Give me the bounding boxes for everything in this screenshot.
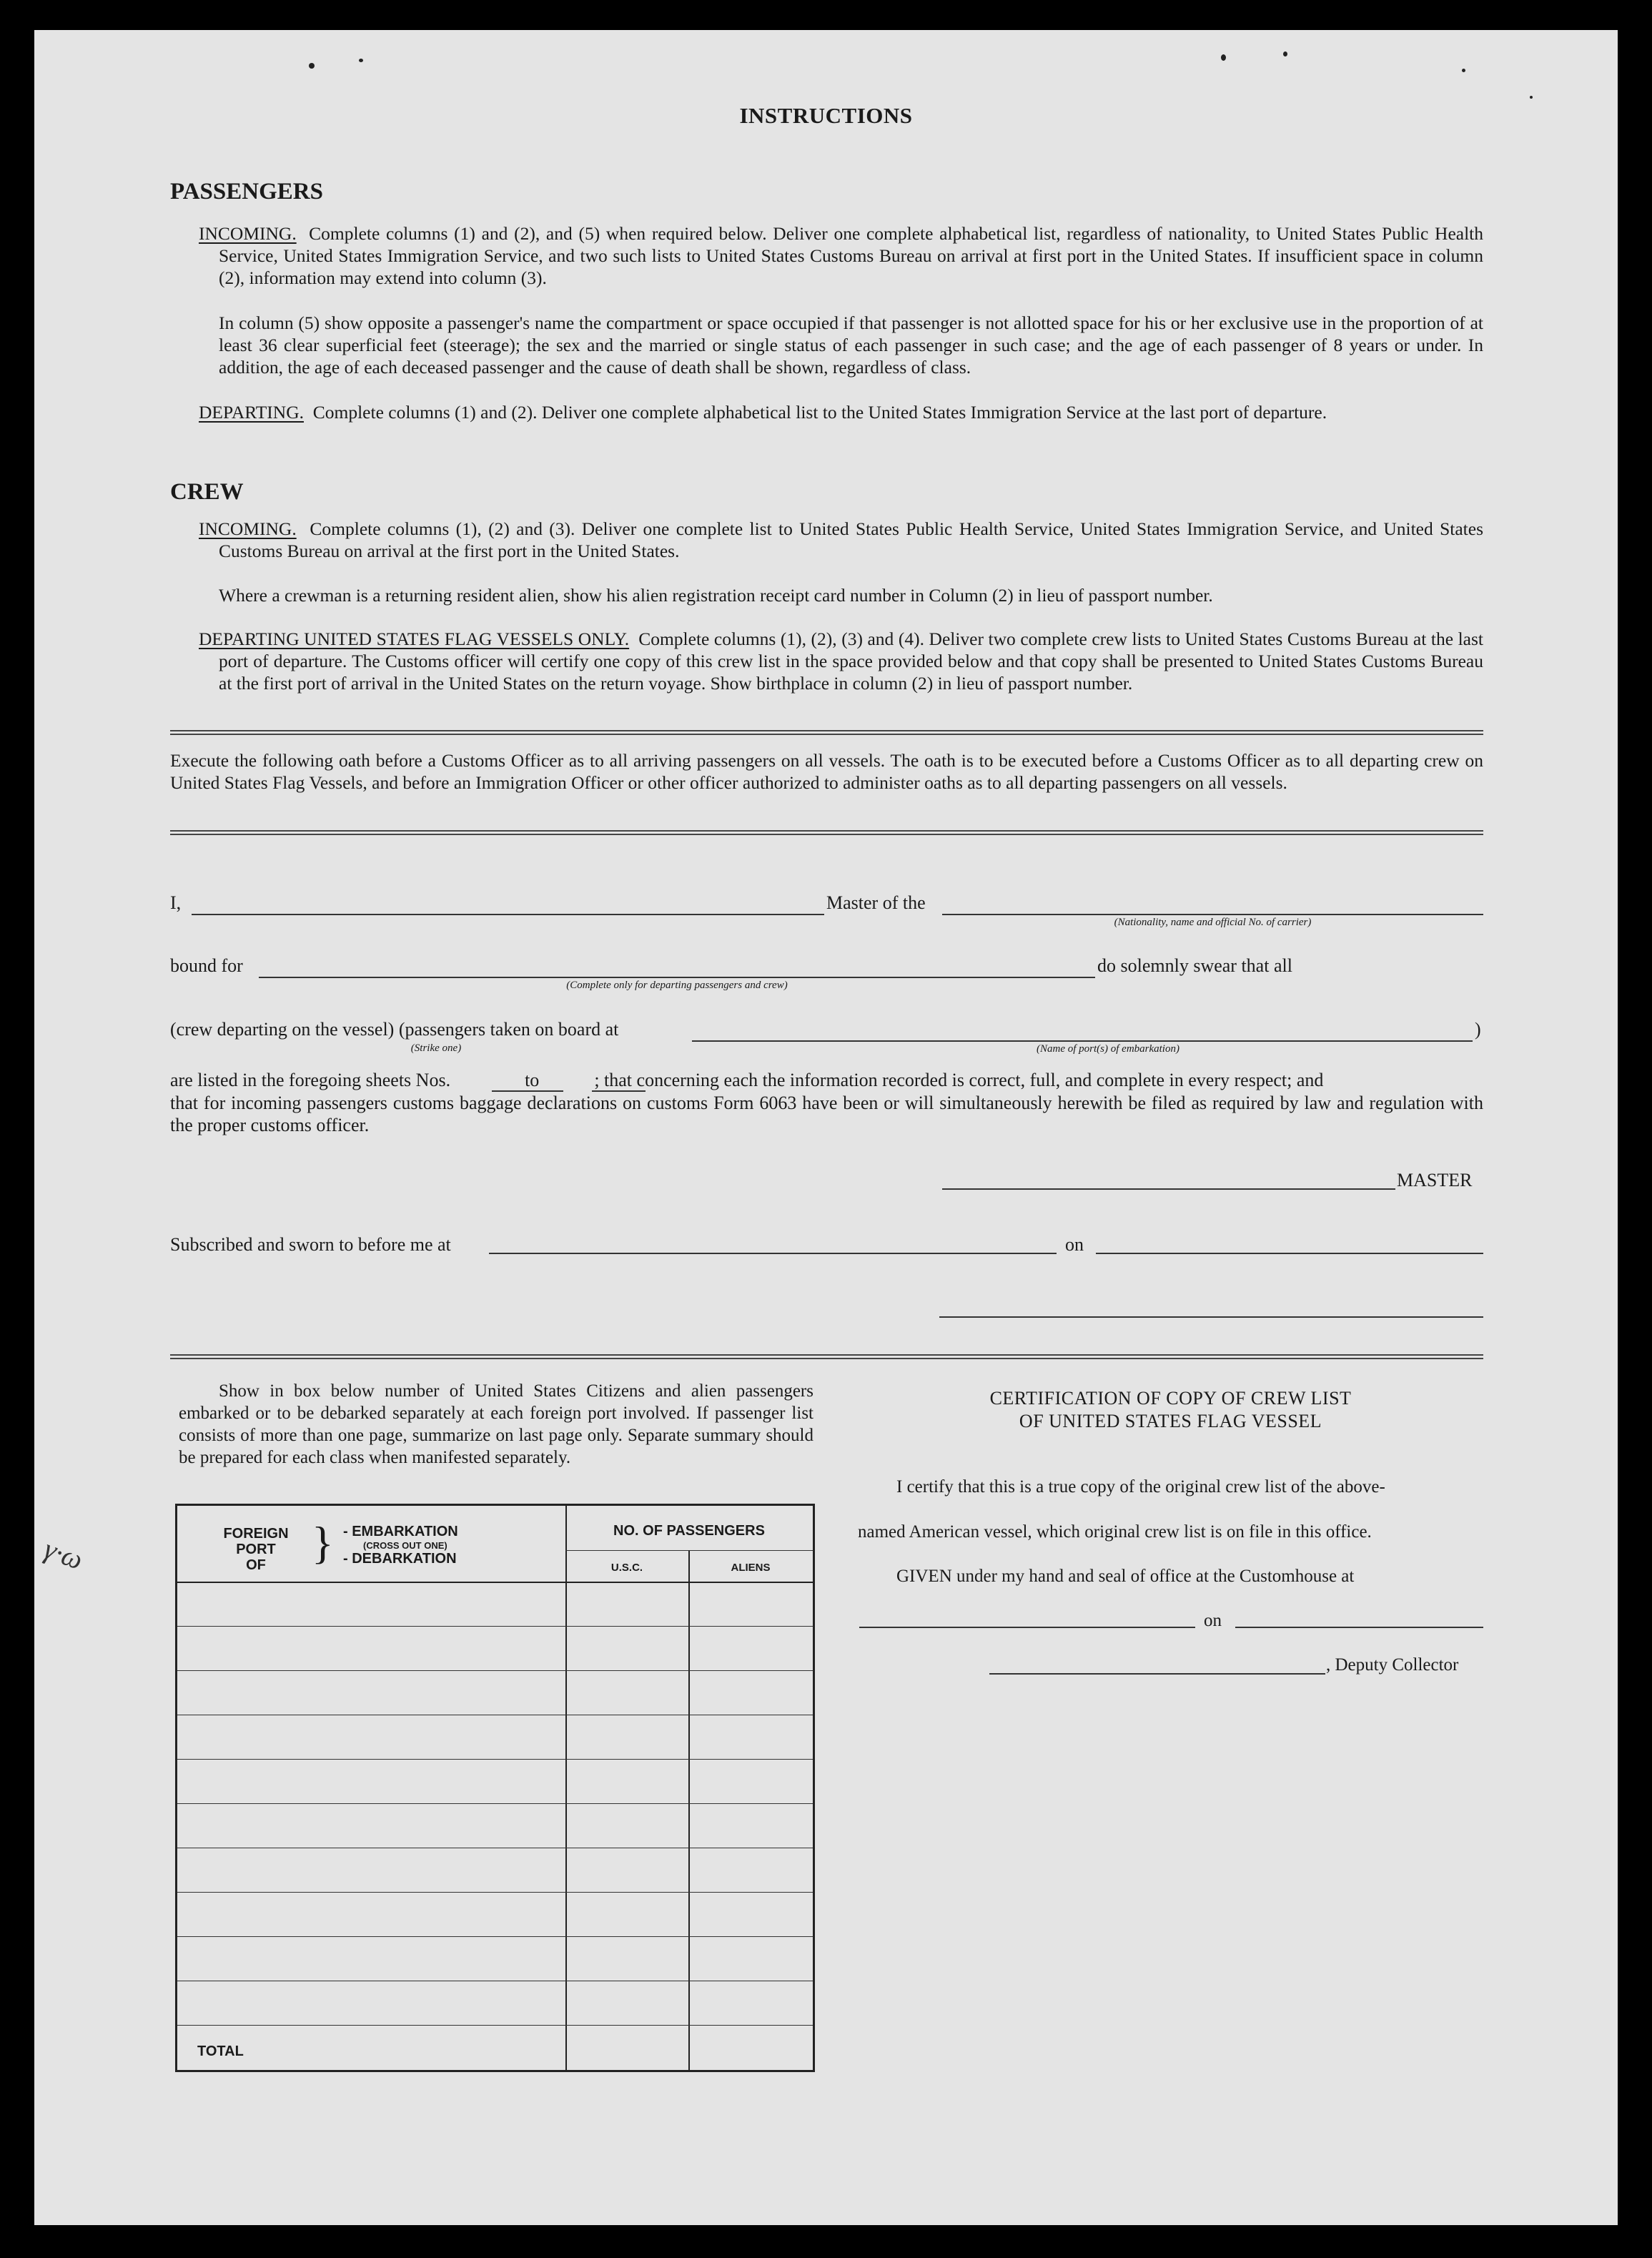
certify-date-field[interactable] <box>1235 1627 1483 1628</box>
sworn-date-field[interactable] <box>1096 1253 1483 1254</box>
listed-text-c: that for incoming passengers customs baggage declarations on customs Form 6063 have been or will simultaneously herewith be filed as required by law and regulation with the proper customs officer. <box>170 1093 1483 1135</box>
embark-debark-header: - EMBARKATION (CROSS OUT ONE) - DEBARKATION <box>343 1524 458 1567</box>
listed-text-b: ; that concerning each the information recorded is correct, full, and complete in every respect; and <box>594 1070 1324 1090</box>
table-row <box>177 1670 813 1671</box>
passengers-heading: PASSENGERS <box>170 179 323 204</box>
master-signature-field[interactable] <box>942 1188 1395 1190</box>
passengers-incoming-paragraph <box>199 222 1483 289</box>
sworn-place-field[interactable] <box>489 1253 1057 1254</box>
table-row <box>177 1759 813 1760</box>
strike-caption: (Strike one) <box>410 1042 462 1054</box>
oath-i-label: I, <box>170 892 182 913</box>
subscribed-label: Subscribed and sworn to before me at <box>170 1234 451 1255</box>
total-label: TOTAL <box>197 2043 244 2059</box>
scan-speck <box>1221 54 1226 61</box>
table-row <box>177 1803 813 1804</box>
scan-speck <box>1530 96 1533 99</box>
customhouse-field[interactable] <box>859 1627 1195 1628</box>
bound-for-label: bound for <box>170 955 243 976</box>
crew-departing-label: DEPARTING UNITED STATES FLAG VESSELS ONLY. <box>199 628 630 649</box>
table-row <box>177 1936 813 1937</box>
passengers-departing-paragraph <box>199 401 1483 423</box>
crew-incoming-text: Complete columns (1), (2) and (3). Deliver one complete list to United States Public Health Service, United States Immigration Service, and United States Customs Bureau on arrival at the first port in the United States. <box>219 518 1483 561</box>
no-of-passengers-header: NO. OF PASSENGERS <box>613 1523 765 1539</box>
listed-text-a: are listed in the foregoing sheets Nos. <box>170 1070 451 1090</box>
passenger-summary-table <box>175 1504 815 2072</box>
table-row <box>177 2025 813 2026</box>
listed-line-1 <box>170 1070 1323 1091</box>
officer-signature-field[interactable] <box>939 1316 1483 1318</box>
passengers-departing-label: DEPARTING. <box>199 402 304 423</box>
given-line: GIVEN under my hand and seal of office at the Customhouse at <box>896 1567 1355 1586</box>
crew-departing-label: (crew departing on the vessel) (passengers taken on board at <box>170 1019 619 1040</box>
oath-instruction: Execute the following oath before a Customs Officer as to all arriving passengers on all vessels. The oath is to be executed before a Customs Officer as to all departing crew on United States Flag Vessels, and before an Immigration Officer or other officer authorized to administer oaths as to all departing passengers on all vessels. <box>170 750 1483 793</box>
section-divider <box>170 830 1483 835</box>
passengers-incoming-label: INCOMING. <box>199 223 297 244</box>
certification-title: CERTIFICATION OF COPY OF CREW LIST OF UNITED STATES FLAG VESSEL <box>989 1388 1352 1431</box>
foreign-port-of-header: FOREIGN PORT OF <box>223 1526 289 1573</box>
table-row <box>177 1892 813 1893</box>
close-paren: ) <box>1475 1019 1481 1040</box>
certify-on-label: on <box>1204 1611 1222 1630</box>
margin-handwriting: γ·ω <box>39 1532 88 1576</box>
deputy-collector-label: , Deputy Collector <box>1326 1655 1459 1675</box>
certify-line-2: named American vessel, which original crew list is on file in this office. <box>858 1522 1372 1542</box>
crew-resident-paragraph: Where a crewman is a returning resident alien, show his alien registration receipt card number in Column (2) in lieu of passport number. <box>219 585 1213 606</box>
crew-departing-text: Complete columns (1), (2), (3) and (4). Deliver two complete crew lists to United States Customs Bureau at the last port of departure. The Customs officer will certify one copy of this crew list in the space provided below and that copy shall be presented to United States Customs Bureau at the first port of arrival in the United States on the return voyage. Show birthplace in column (2) in lieu of passport number. <box>219 628 1484 694</box>
section-divider <box>170 730 1483 735</box>
certify-line-1: I certify that this is a true copy of the original crew list of the above- <box>896 1477 1385 1497</box>
usc-header: U.S.C. <box>610 1562 643 1574</box>
scan-speck <box>1283 51 1287 56</box>
passengers-column5-paragraph: In column (5) show opposite a passenger's name the compartment or space occupied if that passenger is not allotted space for his or her exclusive use in the proportion of at least 36 clear superficial feet (steerage); the sex and the married or single status of each passenger in such case; and the age of each passenger of 8 years or under. In addition, the age of each deceased passenger and the cause of death shall be shown, regardless of class. <box>219 312 1483 378</box>
aliens-header: ALIENS <box>731 1562 771 1574</box>
ports-caption: (Name of port(s) of embarkation) <box>1037 1043 1179 1055</box>
carrier-caption: (Nationality, name and official No. of carrier) <box>1114 917 1312 928</box>
crew-departing-paragraph <box>199 628 1483 694</box>
scan-speck <box>359 59 363 62</box>
carrier-field[interactable] <box>942 914 1483 915</box>
complete-caption: (Complete only for departing passengers and crew) <box>566 980 788 991</box>
master-name-field[interactable] <box>192 914 824 915</box>
master-of-the-label: Master of the <box>826 892 926 913</box>
summary-instruction: Show in box below number of United States Citizens and alien passengers embarked or to be debarked separately at each foreign port involved. If passenger list consists of more than one page, summarize on last page only. Separate summary should be prepared for each class when manifested separately. <box>179 1381 813 1467</box>
passengers-incoming-text: Complete columns (1) and (2), and (5) when required below. Deliver one complete alphabetical list, regardless of nationality, to United States Public Health Service, United States Immigration Service, and two such lists to United States Customs Bureau on arrival at first port in the United States. If insufficient space in column (2), information may extend into column (3). <box>219 223 1483 288</box>
page-title: INSTRUCTIONS <box>739 103 913 128</box>
embarkation-port-field[interactable] <box>692 1040 1473 1042</box>
scan-speck <box>1462 69 1465 72</box>
crew-incoming-label: INCOMING. <box>199 518 297 539</box>
section-divider <box>170 1354 1483 1359</box>
master-label: MASTER <box>1397 1170 1473 1190</box>
sworn-on-label: on <box>1065 1234 1084 1255</box>
passengers-departing-text: Complete columns (1) and (2). Deliver one complete alphabetical list to the United States Immigration Service at the last port of departure. <box>312 402 1327 423</box>
scan-speck <box>309 63 315 69</box>
crew-heading: CREW <box>170 479 244 505</box>
swear-label: do solemnly swear that all <box>1097 955 1292 976</box>
bound-for-field[interactable] <box>259 977 1095 978</box>
deputy-signature-field[interactable] <box>989 1673 1325 1675</box>
brace: } <box>312 1517 334 1568</box>
table-row <box>177 1626 813 1627</box>
listed-to-label: to <box>525 1070 540 1090</box>
crew-incoming-paragraph <box>199 518 1483 562</box>
